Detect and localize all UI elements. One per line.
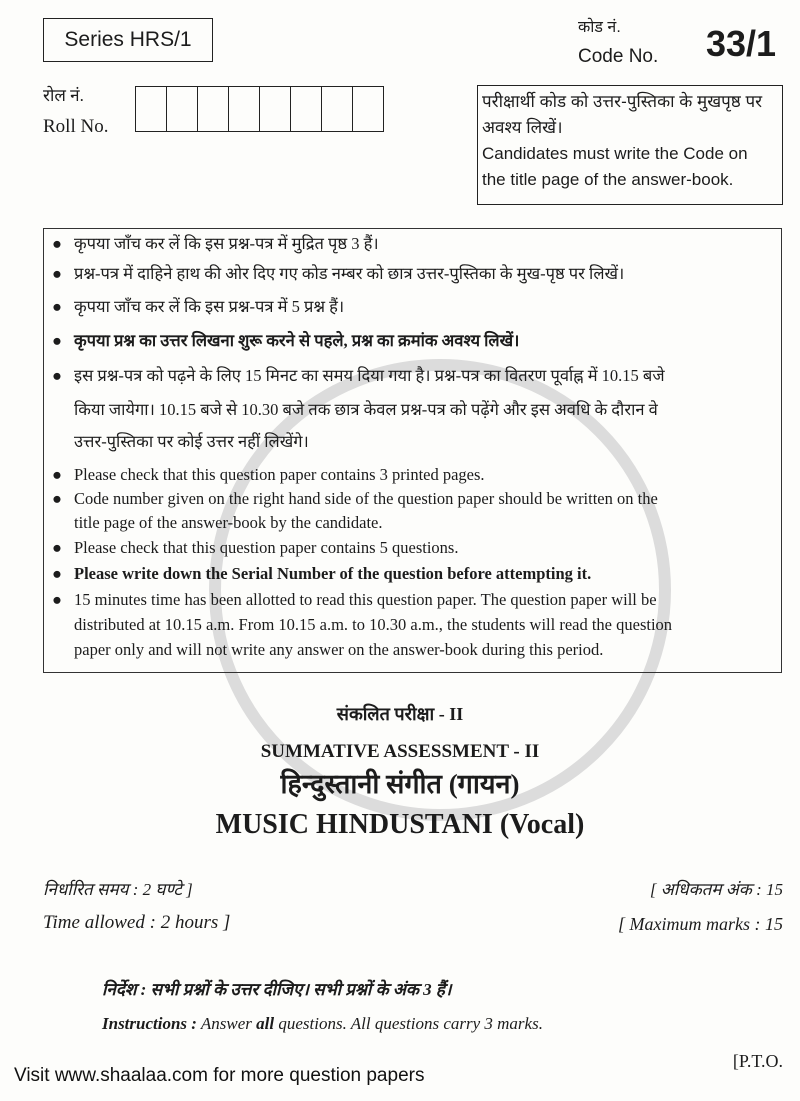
series-label: Series HRS/1 bbox=[43, 18, 213, 62]
directions-label: Instructions : bbox=[102, 1014, 197, 1033]
roll-number-boxes[interactable] bbox=[135, 86, 384, 132]
instruction-hi-5: इस प्रश्न-पत्र को पढ़ने के लिए 15 मिनट का समय दिया गया है। प्रश्न-पत्र का वितरण पूर्वाह्न में 10.15 बजे bbox=[74, 366, 665, 385]
max-marks-english: [ Maximum marks : 15 bbox=[618, 914, 783, 934]
code-note-hindi-2: अवश्य लिखें। bbox=[482, 118, 563, 137]
directions-hindi: निर्देश : सभी प्रश्नों के उत्तर दीजिए। सभी प्रश्नों के अंक 3 हैं। bbox=[102, 980, 452, 999]
code-instruction-box bbox=[477, 85, 783, 205]
instruction-en-3: Please check that this question paper contains 5 questions. bbox=[74, 538, 459, 557]
code-note-hindi-1: परीक्षार्थी कोड को उत्तर-पुस्तिका के मुखपृष्ठ पर bbox=[482, 92, 763, 111]
code-label-hindi: कोड नं. bbox=[578, 19, 621, 36]
general-instructions-box: ● कृपया जाँच कर लें कि इस प्रश्न-पत्र में मुद्रित पृष्ठ 3 हैं। ● प्रश्न-पत्र में दाहिने हाथ की ओर दिए गए कोड नम्बर को छात्र उत्तर-पुस्तिका के मुख-पृष्ठ पर लिखें। ● कृपया जाँच कर लें कि इस प्रश्न-पत्र में 5 प्रश्न हैं। ● कृपया प्रश्न का उत्तर लिखना शुरू करने से पहले, प्रश्न का क्रमांक अवश्य लिखें। ● इस प्रश्न-पत्र को पढ़ने के लिए 15 मिनट का समय दिया गया है। प्रश्न-पत्र का वितरण पूर्वाह्न में 10.15 बजे किया जायेगा। 10.15 बजे से 10.30 बजे तक छात्र केवल प्रश्न-पत्र को पढ़ेंगे और इस अवधि के दौरान वे उत्तर-पुस्तिका पर कोई उत्तर नहीं लिखेंगे। ● Please check that this question paper contains 3 printed pages. ● Code number given on the right hand side of the question paper should be written on the title page of the answer-book by the candidate. ● Please check that this question paper contains 5 questions. ● Please write down the Serial Number of the question before attempting it. ● 15 minutes time has been allotted to read this question paper. The question paper will be distributed at 10.15 a.m. From 10.15 a.m. to 10.30 a.m., the students will read the question paper only and will not write any answer on the answer-book during this period. bbox=[43, 228, 782, 673]
exam-title-hindi: संकलित परीक्षा - II bbox=[336, 704, 464, 724]
instruction-en-5: 15 minutes time has been allotted to read this question paper. The question paper will be bbox=[74, 590, 657, 609]
promo-link[interactable]: Visit www.shaalaa.com for more question papers bbox=[14, 1065, 425, 1086]
instruction-hi-5-cont2: उत्तर-पुस्तिका पर कोई उत्तर नहीं लिखेंगे। bbox=[74, 432, 309, 451]
instruction-en-4: Please write down the Serial Number of the question before attempting it. bbox=[74, 564, 592, 583]
code-note-english-2: the title page of the answer-book. bbox=[482, 170, 734, 189]
instruction-en-1: Please check that this question paper contains 3 printed pages. bbox=[74, 465, 485, 484]
instruction-hi-1: कृपया जाँच कर लें कि इस प्रश्न-पत्र में मुद्रित पृष्ठ 3 हैं। bbox=[74, 234, 379, 253]
instruction-en-5-cont1: distributed at 10.15 a.m. From 10.15 a.m. to 10.30 a.m., the students will read the question bbox=[74, 615, 673, 634]
time-allowed-hindi: निर्धारित समय : 2 घण्टे ] bbox=[43, 880, 193, 899]
instruction-en-2: Code number given on the right hand side of the question paper should be written on the bbox=[74, 489, 658, 508]
instruction-hi-3: कृपया जाँच कर लें कि इस प्रश्न-पत्र में 5 प्रश्न हैं। bbox=[74, 297, 345, 316]
code-number: 33/1 bbox=[706, 23, 777, 64]
instruction-hi-4: कृपया प्रश्न का उत्तर लिखना शुरू करने से पहले, प्रश्न का क्रमांक अवश्य लिखें। bbox=[74, 331, 520, 350]
pto-label: [P.T.O. bbox=[732, 1051, 783, 1071]
directions-english: Instructions : Answer all questions. All questions carry 3 marks. bbox=[102, 1014, 543, 1033]
subject-title-english: MUSIC HINDUSTANI (Vocal) bbox=[215, 809, 585, 840]
instruction-en-5-cont2: paper only and will not write any answer on the answer-book during this period. bbox=[74, 640, 604, 659]
roll-label-english: Roll No. bbox=[43, 116, 109, 137]
roll-label-hindi: रोल नं. bbox=[43, 86, 84, 105]
max-marks-hindi: [ अधिकतम अंक : 15 bbox=[649, 880, 783, 899]
exam-title-english: SUMMATIVE ASSESSMENT - II bbox=[260, 741, 540, 762]
instruction-hi-2: प्रश्न-पत्र में दाहिने हाथ की ओर दिए गए कोड नम्बर को छात्र उत्तर-पुस्तिका के मुख-पृष्ठ पर लिखें। bbox=[74, 264, 625, 283]
instruction-hi-5-cont1: किया जायेगा। 10.15 बजे से 10.30 बजे तक छात्र केवल प्रश्न-पत्र को पढ़ेंगे और इस अवधि के दौरान वे bbox=[74, 400, 658, 419]
code-label-english: Code No. bbox=[578, 46, 659, 67]
time-allowed-english: Time allowed : 2 hours ] bbox=[43, 912, 231, 933]
code-note-english-1: Candidates must write the Code on bbox=[482, 144, 748, 163]
subject-title-hindi: हिन्दुस्तानी संगीत (गायन) bbox=[280, 769, 520, 799]
instruction-en-2-cont: title page of the answer-book by the candidate. bbox=[74, 513, 383, 532]
